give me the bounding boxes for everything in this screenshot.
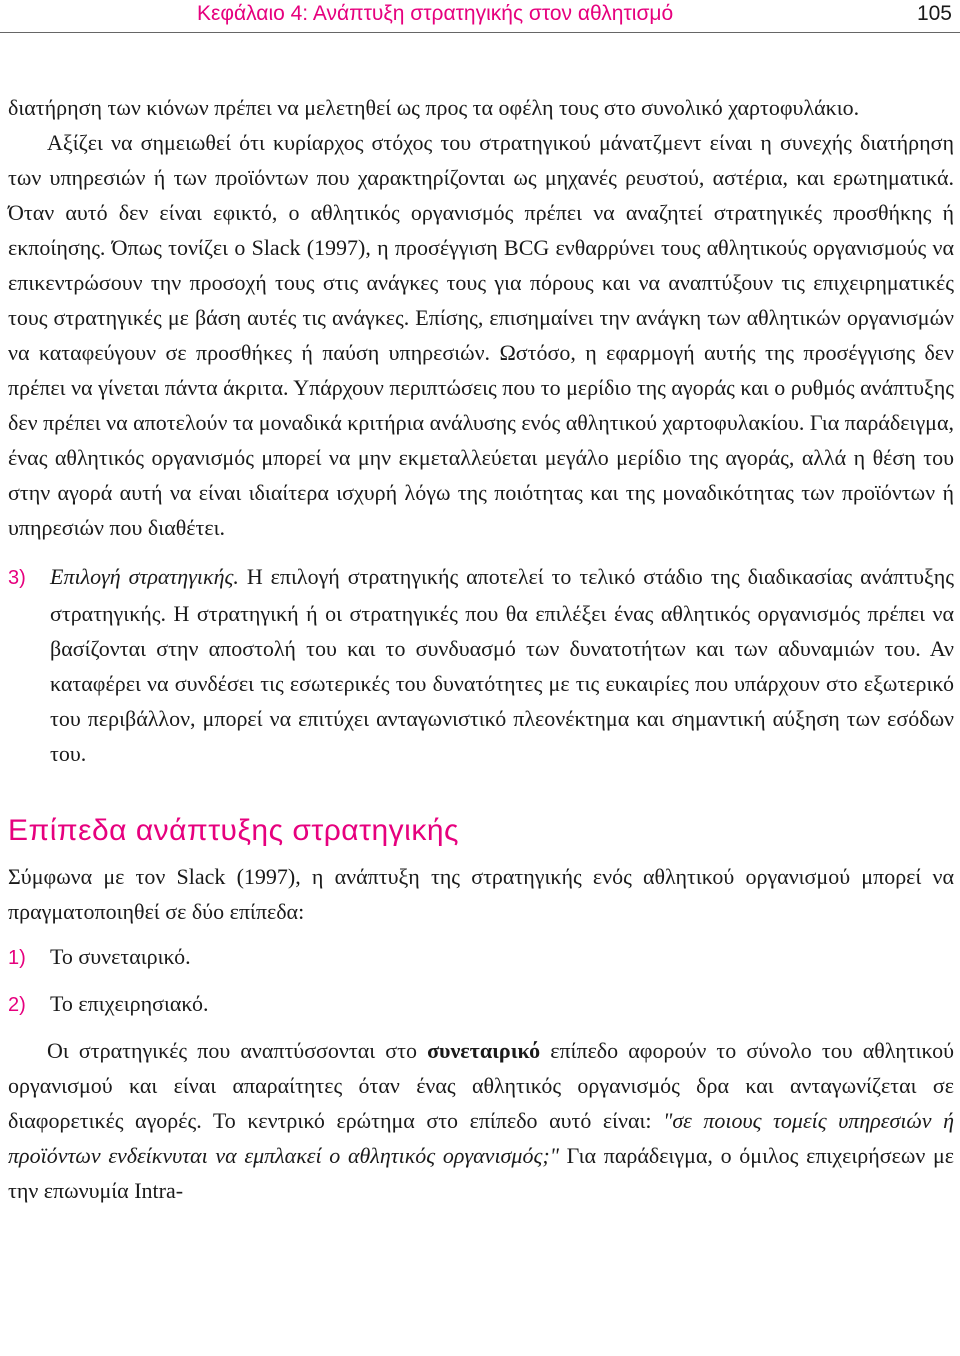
bold-term: συνεταιρικό xyxy=(427,1038,541,1063)
running-header xyxy=(0,0,960,33)
paragraph-continuation: διατήρηση των κιόνων πρέπει να μελετηθεί ως προς τα οφέλη τους στο συνολικό χαρτοφυλάκιο. xyxy=(8,95,860,120)
chapter-heading xyxy=(197,2,673,26)
list-number: 1) xyxy=(8,947,26,969)
list-item-text: Η επιλογή στρατηγικής αποτελεί το τελικό στάδιο της διαδικασίας ανάπτυξης στρατηγικής. Η στρατηγική ή οι στρατηγικές που θα επιλέξει ένας αθλητικός οργανισμός πρέπει να βασίζονται στην αποστολή του και το συνδυασμό των δυνατοτήτων και των αδυναμιών του. Αν καταφέρει να συνδέσει τις εσωτερικές του δυνατότητες με τις ευκαιρίες που υπάρχουν στο εξωτερικό του περιβάλλον, μπορεί να επιτύχει ανταγωνιστικό πλεονέκτημα και σημαντική αύξηση των εσόδων του. xyxy=(50,564,954,766)
page-body xyxy=(8,90,954,1208)
chapter-label: Κεφάλαιο 4: xyxy=(197,2,309,25)
text-run: επίπεδο αφορούν το σύνολο του αθλητικού οργανισμού και είναι απαραίτητες όταν ένας αθλητικός οργανισμός δρα και ανταγωνίζεται σε διαφορετικές αγορές. Το κεντρικό ερώτημα στο επίπεδο αυτό είναι: xyxy=(8,1038,954,1133)
chapter-title: Ανάπτυξη στρατηγικής στον αθλητισμό xyxy=(312,2,674,25)
paragraph-bcg: Αξίζει να σημειωθεί ότι κυρίαρχος στόχος του στρατηγικού μάνατζμεντ είναι η συνεχής διατήρηση των υπηρεσιών ή των προϊόντων που χαρακτηρίζονται ως μηχανές ρευστού, αστέρια, και ερωτηματικά. Όταν αυτό δεν είναι εφικτό, ο αθλητικός οργανισμός πρέπει να αναζητεί στρατηγικές προσθήκης ή εκποίησης. Όπως τονίζει ο Slack (1997), η προσέγγιση BCG ενθαρρύνει τους αθλητικούς οργανισμούς να επικεντρώσουν την προσοχή τους στις ανάγκες τους για πόρους και να αναπτύξουν τις επιχειρηματικές τους στρατηγικές με βάση αυτές τις ανάγκες. Επίσης, επισημαίνει την ανάγκη των αθλητικών οργανισμών να καταφεύγουν σε προσθήκες ή παύση υπηρεσιών. Ωστόσο, η εφαρμογή αυτής της προσέγγισης δεν πρέπει να γίνεται πάντα άκριτα. Υπάρχουν περιπτώσεις που το μερίδιο της αγοράς και ο ρυθμός ανάπτυξης δεν πρέπει να αποτελούν τα μοναδικά κριτήρια ανάλυσης ενός αθλητικού χαρτοφυλακίου. Για παράδειγμα, ένας αθλητικός οργανισμός μπορεί να μην εκμεταλλεύεται μεγάλο μερίδιο της αγοράς, αλλά η θέση του στην αγορά αυτή να είναι ιδιαίτερα ισχυρή λόγω της ποιότητας και της μοναδικότητας των προϊόντων ή υπηρεσιών που διαθέτει. xyxy=(8,130,954,540)
list-number: 3) xyxy=(8,567,26,589)
paragraph-corporate-level xyxy=(8,1033,954,1208)
list-number: 2) xyxy=(8,994,26,1016)
list-item-text: Το επιχειρησιακό. xyxy=(50,991,209,1016)
list-item-text: Το συνεταιρικό. xyxy=(50,944,191,969)
paragraph-levels-intro: Σύμφωνα με τον Slack (1997), η ανάπτυξη της στρατηγικής ενός αθλητικού οργανισμού μπορεί να πραγματοποιηθεί σε δύο επίπεδα: xyxy=(8,864,954,924)
list-item-corporate xyxy=(8,939,954,976)
section-heading: Επίπεδα ανάπτυξης στρατηγικής xyxy=(8,814,459,847)
list-item-strategy-selection xyxy=(8,559,954,771)
italic-question: "σε ποιους τομείς υπηρεσιών ή προϊόντων ενδείκνυται να εμπλακεί ο αθλητικός οργανισμός;" xyxy=(8,1108,954,1168)
text-run: Για παράδειγμα, ο όμιλος επιχειρήσεων με την επωνυμία Intra- xyxy=(8,1143,954,1203)
list-item-title: Επιλογή στρατηγικής. xyxy=(50,564,239,589)
list-item-business xyxy=(8,986,954,1023)
page-number: 105 xyxy=(916,2,952,25)
text-run: Οι στρατηγικές που αναπτύσσονται στο xyxy=(47,1038,428,1063)
